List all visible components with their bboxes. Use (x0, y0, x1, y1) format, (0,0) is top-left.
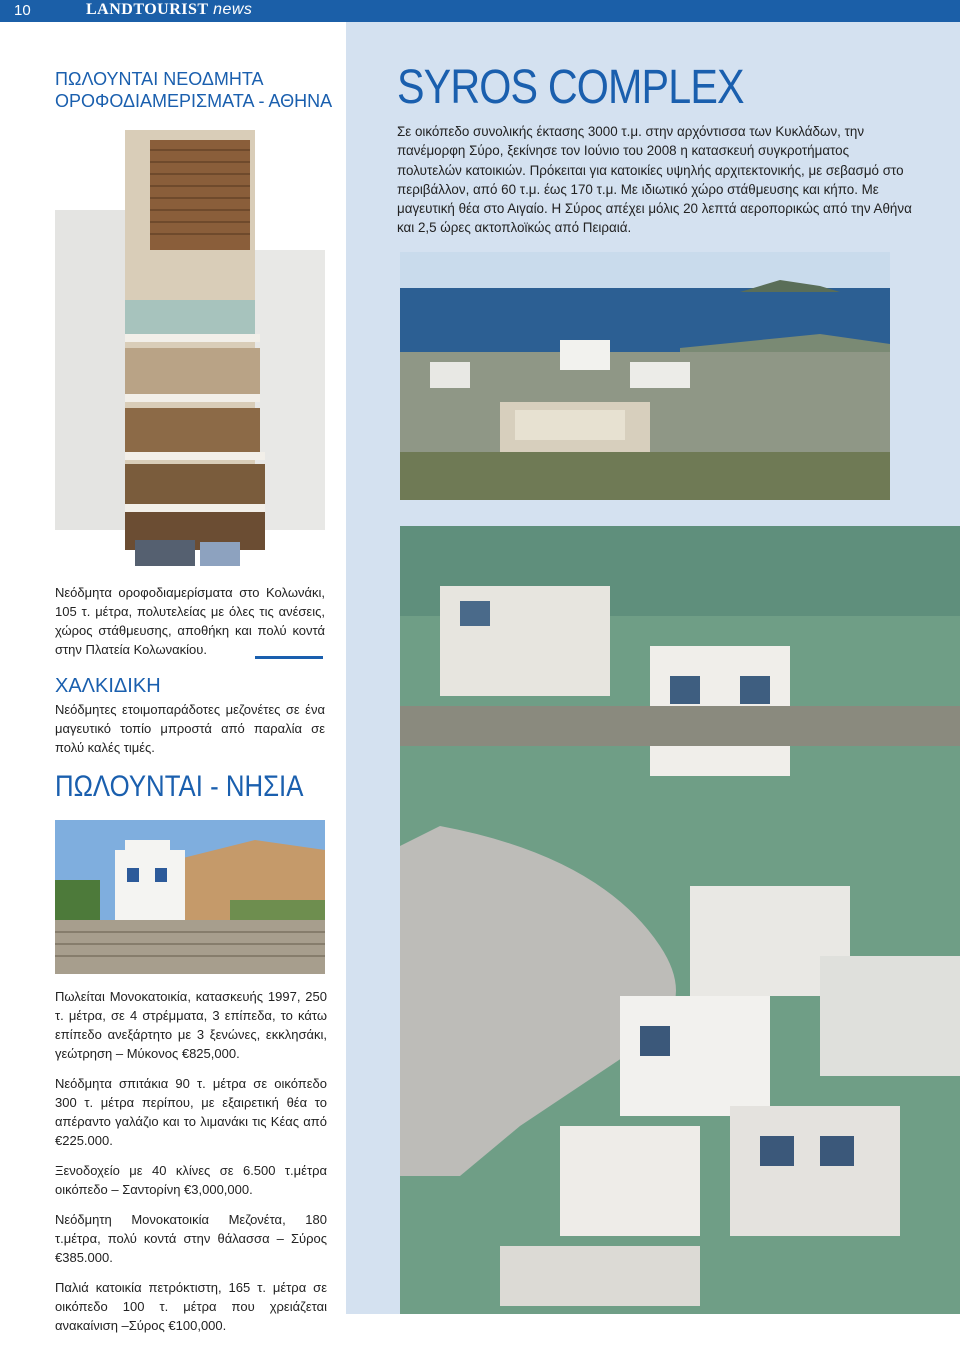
section-divider (255, 656, 323, 659)
islands-title: ΠΩΛΟΥΝΤΑΙ - ΝΗΣΙΑ (55, 770, 304, 803)
athens-heading-line2: ΟΡΟΦΟΔΙΑΜΕΡΙΣΜΑΤΑ - ΑΘΗΝΑ (55, 91, 333, 111)
mykonos-house-photo (55, 820, 325, 974)
page-number: 10 (14, 2, 31, 19)
halkidiki-text: Νεόδμητες ετοιμοπαράδοτες μεζονέτες σε ένα μαγευτικό τοπίο μπροστά από παραλία σε πολύ καλές τιμές. (55, 702, 325, 755)
listing-item: Νεόδμητα σπιτάκια 90 τ. μέτρα σε οικόπεδο 300 τ. μέτρα περίπου, με εξαιρετική θέα το απέραντο γαλάζιο και το λιμανάκι τις Κέας από €225.000. (55, 1076, 327, 1148)
listing-item: Πωλείται Μονοκατοικία, κατασκευής 1997, 250 τ. μέτρα, σε 4 στρέμματα, 3 επίπεδα, το κάτω επίπεδο ανεξάρτητο με 3 ξενώνες, εκκλησάκι, γεώτρηση – Μύκονος €825,000. (55, 989, 327, 1061)
athens-caption: Νεόδμητα οροφοδιαμερίσματα στο Κολωνάκι, 105 τ. μέτρα, πολυτελείας με όλες τις ανέσεις, χώρος στάθμευσης, αποθήκη και πολύ κοντά στην Πλατεία Κολωνακίου. (55, 585, 325, 657)
listing-item: Νεόδμητη Μονοκατοικία Μεζονέτα, 180 τ.μέτρα, πολύ κοντά στην θάλασσα – Σύρος €385.000. (55, 1212, 327, 1265)
listing-item: Ξενοδοχείο με 40 κλίνες σε 6.500 τ.μέτρα οικόπεδο – Σαντορίνη €3,000,000. (55, 1163, 327, 1197)
halkidiki-title: ΧΑΛΚΙΔΙΚΗ (55, 675, 161, 697)
syros-title: SYROS COMPLEX (397, 61, 744, 114)
listing-item: Παλιά κατοικία πετρόκτιστη, 165 τ. μέτρα σε οικόπεδο 100 τ. μέτρα που χρειάζεται ανακαίνιση –Σύρος €100,000. (55, 1280, 327, 1333)
top-bar (0, 0, 960, 22)
brand-sub: news (213, 1, 253, 18)
halkidiki-rendering-photo (400, 526, 960, 1314)
brand-main: LANDTOURIST (86, 1, 209, 18)
athens-heading (55, 68, 340, 112)
athens-heading-line1: ΠΩΛΟΥΝΤΑΙ ΝΕΟΔΜΗΤΑ (55, 69, 264, 89)
island-listings (55, 987, 327, 1346)
syros-landscape-photo (400, 252, 890, 500)
brand-logo (86, 1, 252, 19)
syros-intro: Σε οικόπεδο συνολικής έκτασης 3000 τ.μ. στην αρχόντισσα των Κυκλάδων, την πανέμορφη Σύρο, ξεκίνησε τον Ιούνιο του 2008 η κατασκευή συγκροτήματος πολυτελών κατοικιών. Πρόκειται για κατοικίες υψηλής αρχιτεκτονικής, με σεβασμό στο περιβάλλον, από 60 τ.μ. έως 170 τ.μ. Με ιδιωτικό χώρο στάθμευσης και κήπο. Με μαγευτική θέα στο Αιγαίο. Η Σύρος απέχει μόλις 20 λεπτά αεροπορικώς από την Αθήνα και 2,5 ώρες ακτοπλοϊκώς από Πειραιά. (397, 124, 912, 236)
athens-building-photo (55, 130, 325, 566)
